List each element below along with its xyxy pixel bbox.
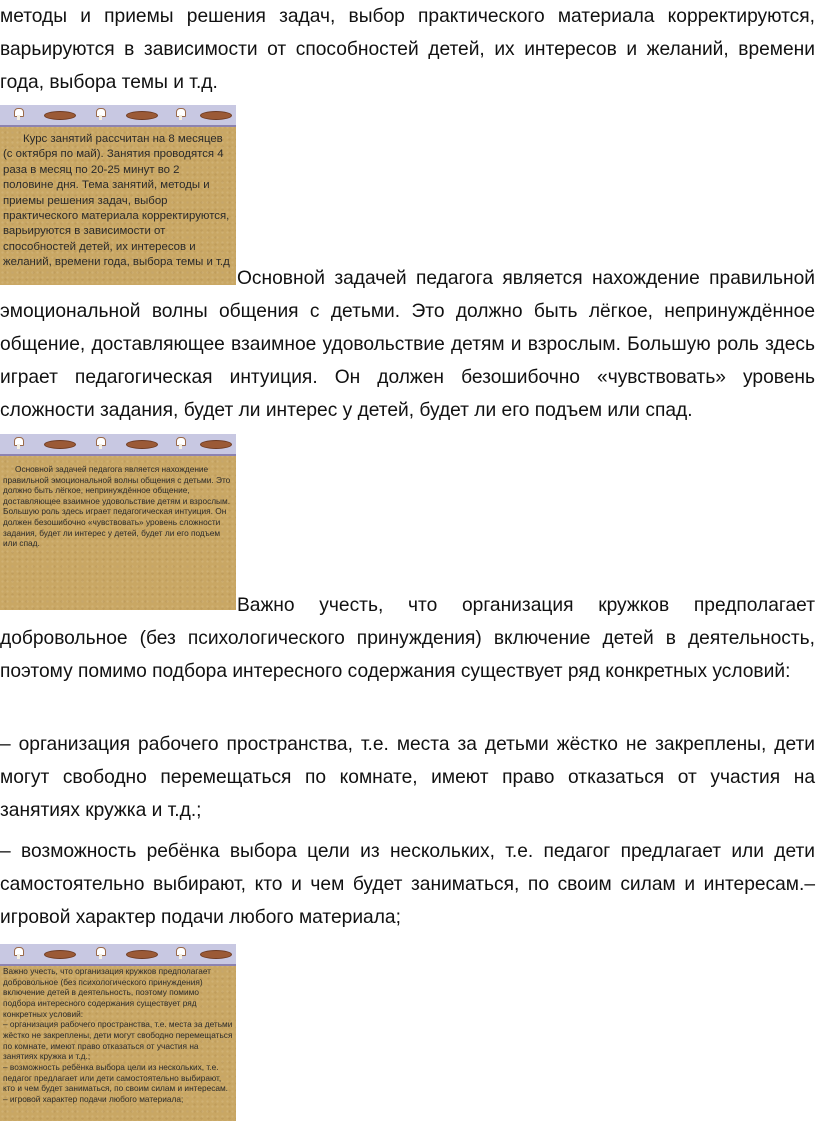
paragraph-club-organization: Важно учесть, что организация кружков предполагает добровольное (без психологического принуждения) включение детей в деятельность, поэтому помимо подбора интересного содержания существует ряд конкретных условий: <box>0 595 815 682</box>
intro-paragraph: методы и приемы решения задач, выбор практического материала корректируются, варьируются в зависимости от способностей детей, их интересов и желаний, времени года, выбора темы и т.д. <box>0 6 815 93</box>
slide-image-3 <box>0 944 236 1121</box>
decorative-strip <box>0 434 236 456</box>
paragraph-workspace: – организация рабочего пространства, т.е. места за детьми жёстко не закреплены, дети могут свободно перемещаться по комнате, имеют право отказаться от участия на занятиях кружка и т.д.; <box>0 734 815 821</box>
decorative-strip <box>0 105 236 127</box>
slide-2-text: Основной задачей педагога является нахождение правильной эмоциональной волны общения с детьми. Это должно быть лёгкое, непринуждённое общение, доставляющее взаимное удовольствие детям и взрослым. Большую роль здесь играет педагогическая интуиция. Он должен безошибочно «чувствовать» уровень сложности задания, будет ли интерес у детей, будет ли его подъем или спад. <box>3 464 231 549</box>
decorative-strip <box>0 944 236 966</box>
slide-image-1 <box>0 105 236 285</box>
slide-image-2 <box>0 434 236 610</box>
slide-1-text: Курс занятий рассчитан на 8 месяцев (с октября по май). Занятия проводятся 4 раза в месяц по 20-25 минут во 2 половине дня. Тема занятий, методы и приемы решения задач, выбор практического материала корректируются, варьируются в зависимости от способностей детей, их интересов и желаний, времени года, выбора темы и т.д <box>3 133 230 269</box>
slide-3-text: Важно учесть, что организация кружков предполагает добровольное (без психологического принуждения) включение детей в деятельность, поэтому помимо подбора интересного содержания существует ряд конкретных условий: – организация рабочего пространства, т.е. места за детьми жёстко не закреплены, дети могут свободно перемещаться по комнате, имеют право отказаться от участия на занятиях кружка и т.д.; – возможность ребёнка выбора цели из нескольких, т.е. педагог предлагает или дети самостоятельно выбирают, кто и чем будет заниматься, по своим силам и интересам. – игровой характер подачи любого материала; <box>3 966 233 1104</box>
paragraph-pedagogue-task: Основной задачей педагога является нахождение правильной эмоциональной волны общения с детьми. Это должно быть лёгкое, непринуждённое общение, доставляющее взаимное удовольствие детям и взрослым. Большую роль здесь играет педагогическая интуиция. Он должен безошибочно «чувствовать» уровень сложности задания, будет ли интерес у детей, будет ли его подъем или спад. <box>0 268 815 421</box>
paragraph-choice: – возможность ребёнка выбора цели из нескольких, т.е. педагог предлагает или дети самостоятельно выбирают, кто и чем будет заниматься, по своим силам и интересам.– игровой характер подачи любого материала; <box>0 841 815 928</box>
